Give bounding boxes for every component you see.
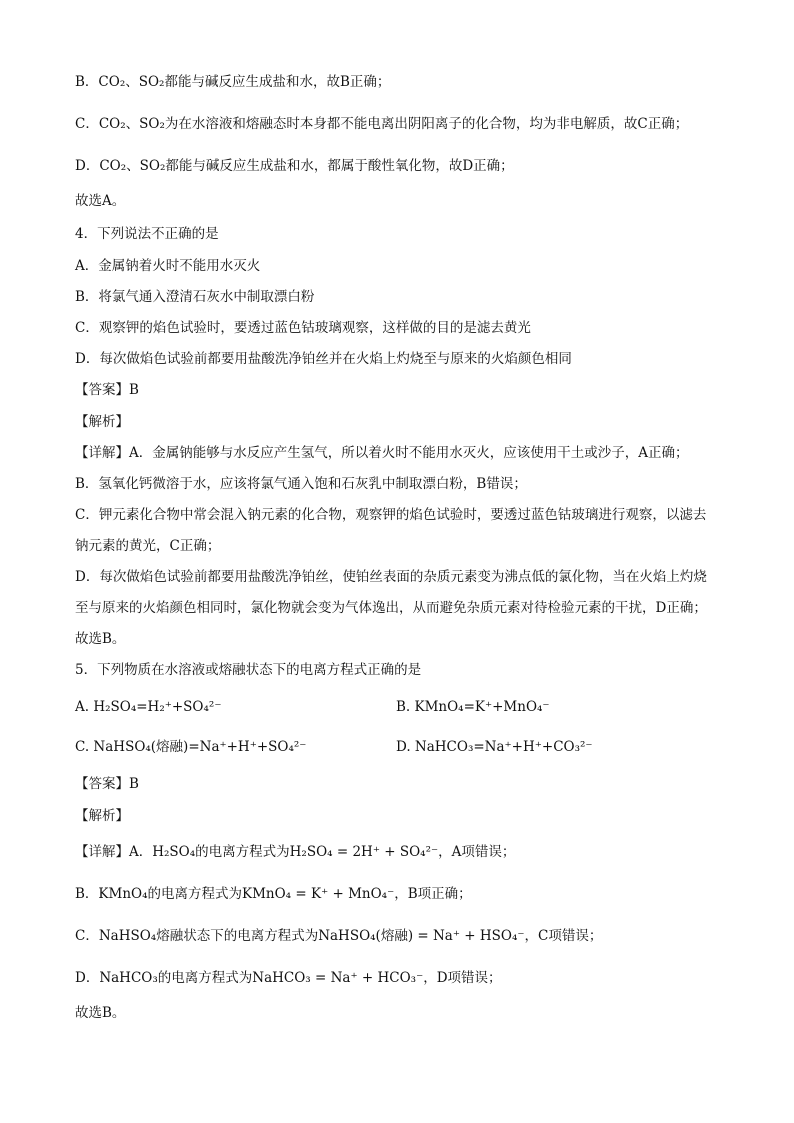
q5-option-c: C. NaHSO₄(熔融)=Na⁺+H⁺+SO₄²⁻	[75, 739, 307, 755]
q4-option-a: A．金属钠着火时不能用水灭火	[75, 258, 261, 274]
q5-detail-c: C．NaHSO₄熔融状态下的电离方程式为NaHSO₄(熔融) = Na⁺ + HSO₄⁻，C项错误；	[75, 928, 603, 944]
q4-detail-d-line2: 至与原来的火焰颜色相同时，氯化物就会变为气体逸出，从而避免杂质元素对待检验元素的干扰，D正确；	[75, 600, 707, 616]
q4-option-d: D．每次做焰色试验前都要用盐酸洗净铂丝并在火焰上灼烧至与原来的火焰颜色相同	[75, 351, 572, 367]
q3-option-c-explanation: C．CO₂、SO₂为在水溶液和熔融态时本身都不能电离出阴阳离子的化合物，均为非电解质，故C正确；	[75, 116, 689, 132]
q5-answer: 【答案】B	[75, 776, 139, 792]
q4-analysis-label: 【解析】	[75, 414, 129, 430]
q4-answer: 【答案】B	[75, 382, 139, 398]
q5-conclusion: 故选B。	[75, 1005, 126, 1021]
q4-option-c: C．观察钾的焰色试验时，要透过蓝色钴玻璃观察，这样做的目的是滤去黄光	[75, 320, 531, 336]
q4-detail-c-line1: C．钾元素化合物中常会混入钠元素的化合物，观察钾的焰色试验时，要透过蓝色钴玻璃进行观察，以滤去	[75, 507, 707, 523]
q5-option-d: D. NaHCO₃=Na⁺+H⁺+CO₃²⁻	[396, 739, 593, 755]
q4-detail-d-line1: D．每次做焰色试验前都要用盐酸洗净铂丝，使铂丝表面的杂质元素变为沸点低的氯化物，当在火焰上灼烧	[75, 569, 707, 585]
q5-option-b: B. KMnO₄=K⁺+MnO₄⁻	[396, 699, 550, 715]
q4-detail-b: B．氢氧化钙微溶于水，应该将氯气通入饱和石灰乳中制取漂白粉，B错误；	[75, 476, 527, 492]
q4-option-b: B．将氯气通入澄清石灰水中制取漂白粉	[75, 289, 315, 305]
q4-detail-a: 【详解】A．金属钠能够与水反应产生氢气，所以着火时不能用水灭火，应该使用干土或沙子，A正确；	[75, 445, 689, 461]
q3-option-b-explanation: B．CO₂、SO₂都能与碱反应生成盐和水，故B正确；	[75, 74, 391, 90]
q4-detail-c-line2: 钠元素的黄光，C正确；	[75, 538, 221, 554]
q5-stem: 5．下列物质在水溶液或熔融状态下的电离方程式正确的是	[75, 662, 422, 678]
q5-detail-b: B．KMnO₄的电离方程式为KMnO₄ = K⁺ + MnO₄⁻，B项正确；	[75, 886, 472, 902]
q4-conclusion: 故选B。	[75, 631, 126, 647]
q3-option-d-explanation: D．CO₂、SO₂都能与碱反应生成盐和水，都属于酸性氧化物，故D正确；	[75, 158, 514, 174]
q4-stem: 4．下列说法不正确的是	[75, 226, 219, 242]
q5-analysis-label: 【解析】	[75, 808, 129, 824]
q5-detail-a: 【详解】A．H₂SO₄的电离方程式为H₂SO₄ = 2H⁺ + SO₄²⁻，A项错误；	[75, 844, 516, 860]
q5-option-a: A. H₂SO₄=H₂⁺+SO₄²⁻	[75, 699, 222, 715]
q5-detail-d: D．NaHCO₃的电离方程式为NaHCO₃ = Na⁺ + HCO₃⁻，D项错误；	[75, 970, 502, 986]
q3-conclusion: 故选A。	[75, 193, 126, 209]
